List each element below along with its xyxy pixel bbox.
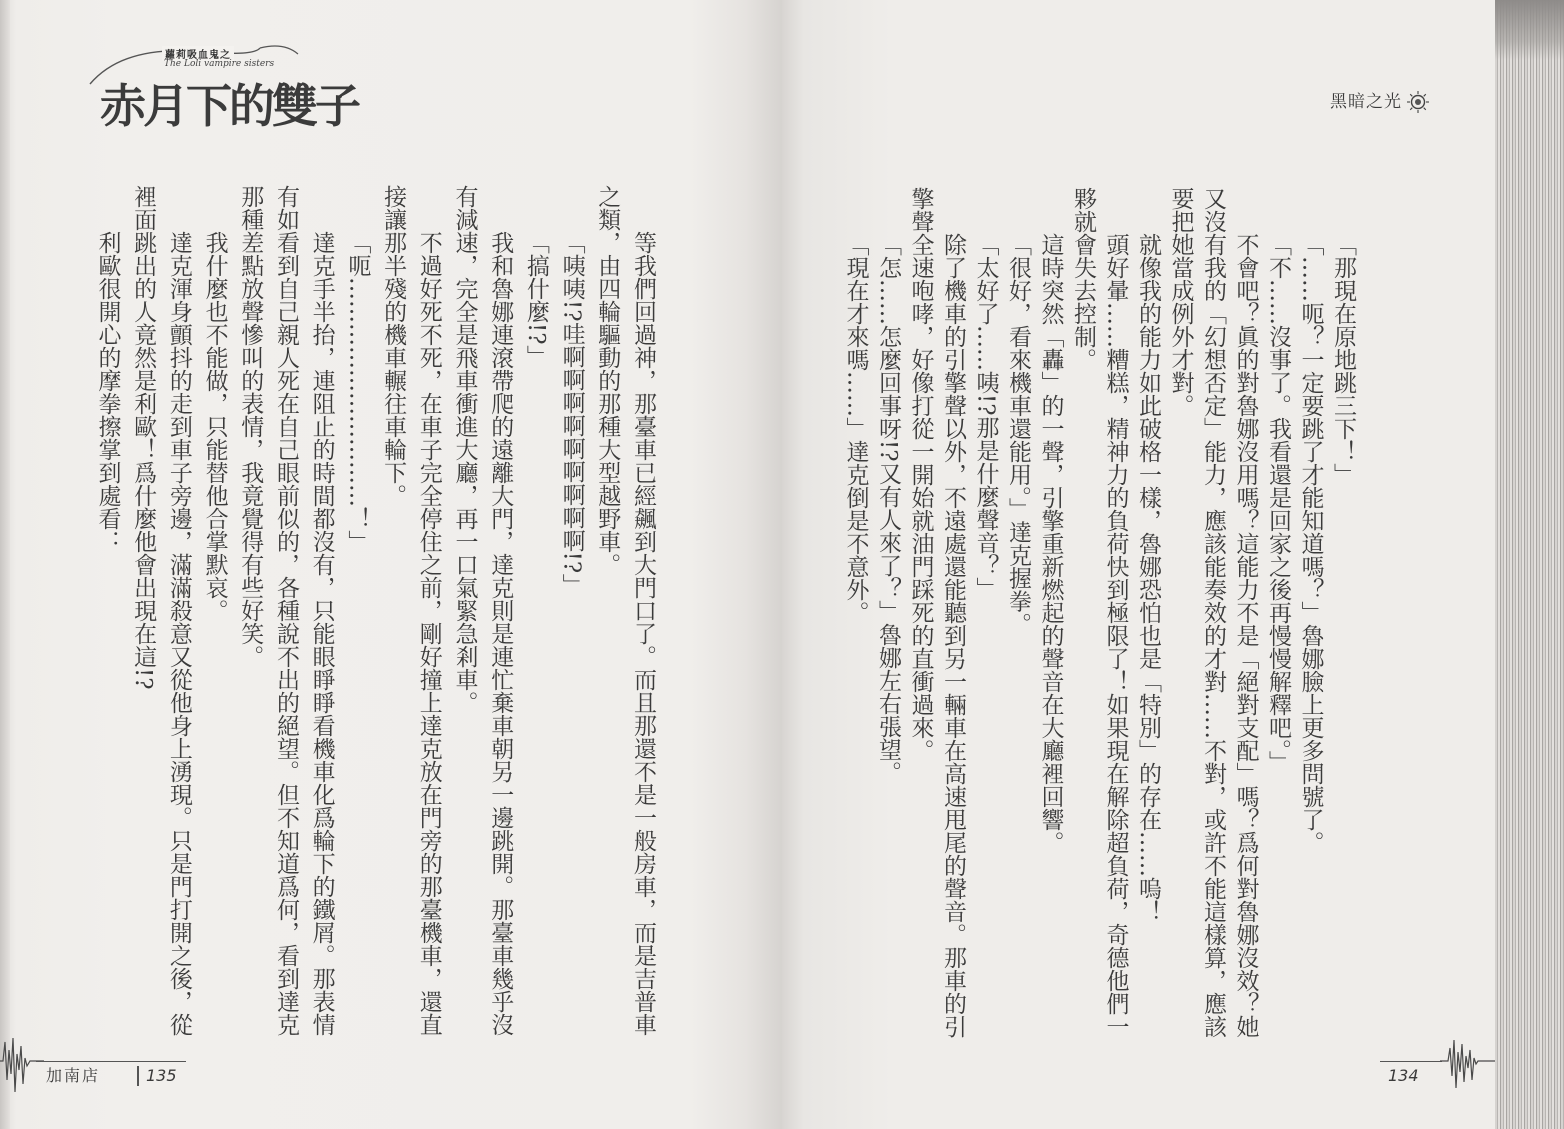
- text-line: 那種差點放聲慘叫的表情，我竟覺得有些好笑。: [237, 185, 264, 668]
- text-line: 「現在才來嗎……」達克倒是不意外。: [842, 233, 869, 624]
- text-line: 「……呃？一定要跳了才能知道嗎？」魯娜臉上更多問號了。: [1297, 233, 1324, 854]
- text-line: 這時突然「轟」的一聲，引擎重新燃起的聲音在大廳裡回響。: [1037, 233, 1064, 854]
- paragraph: [1327, 187, 1360, 1057]
- text-line: 有減速，完全是飛車衝進大廳，再一口氣緊急剎車。: [451, 185, 478, 714]
- series-logo: [84, 38, 374, 148]
- right-page-body: [839, 187, 1359, 1057]
- page-number: 134: [1388, 1066, 1419, 1085]
- sun-icon: [1406, 90, 1430, 114]
- text-line: 要把她當成例外才對。: [1167, 187, 1194, 417]
- paragraph: [1132, 187, 1165, 1057]
- paragraph: [1262, 187, 1295, 1057]
- text-line: 有如看到自己親人死在自己眼前似的，各種說不出的絕望。但不知道爲何，看到達克: [272, 185, 299, 1036]
- footer-rule: [36, 1061, 186, 1062]
- text-line: 不會吧？眞的對魯娜沒用嗎？這能力不是「絕對支配」嗎？爲何對魯娜沒效？她: [1232, 233, 1259, 1038]
- text-line: 等我們回過神，那臺車已經飆到大門口了。而且那還不是一般房車，而是吉普車: [630, 231, 656, 1036]
- paragraph: [553, 185, 589, 1055]
- paragraph: [374, 185, 445, 1055]
- paragraph: [124, 185, 195, 1055]
- logo-title: 赤月下的雙子: [100, 79, 358, 133]
- text-line: 接讓那半殘的機車輾往車輪下。: [380, 185, 407, 507]
- text-line: 達克渾身顫抖的走到車子旁邊，滿滿殺意又從他身上湧現。只是門打開之後，從: [165, 231, 192, 1036]
- paragraph: [232, 185, 339, 1055]
- paragraph: [589, 185, 660, 1055]
- left-page-body: [89, 185, 660, 1055]
- text-line: 「怎……怎麼回事呀!?又有人來了？」魯娜左右張望。: [875, 233, 901, 784]
- page-number: 135: [146, 1066, 177, 1085]
- stacked-page-edges: [1495, 0, 1564, 1129]
- text-line: 「咦咦!?哇啊啊啊啊啊啊啊啊啊!?」: [558, 231, 585, 597]
- footer-divider: [137, 1066, 139, 1086]
- page-edges-shadow: [1495, 0, 1564, 60]
- footer-rule: [1380, 1061, 1442, 1062]
- text-line: 又沒有我的「幻想否定」能力，應該能奏效的才對……不對，或許不能這樣算，應該: [1200, 187, 1226, 1038]
- text-line: 「很好，看來機車還能用。」達克握拳。: [1005, 233, 1031, 636]
- text-line: 之類，由四輪驅動的那種大型越野車。: [594, 185, 621, 576]
- text-line: 不過好死不死，在車子完全停住之前，剛好撞上達克放在門旁的那臺機車，還直: [415, 231, 442, 1036]
- paragraph: [969, 187, 1002, 1057]
- paragraph: [446, 185, 517, 1055]
- footer-label: 加南店: [46, 1066, 101, 1085]
- paragraph: [1164, 187, 1262, 1057]
- text-line: 我和魯娜連滾帶爬的遠離大門，達克則是連忙棄車朝另一邊跳開。那臺車幾乎沒: [487, 231, 514, 1036]
- paragraph: [339, 185, 375, 1055]
- waveform-icon: [1440, 1036, 1495, 1096]
- paragraph: [89, 185, 125, 1055]
- text-line: 裡面跳出的人竟然是利歐！爲什麼他會出現在這!?: [130, 185, 157, 690]
- paragraph: [196, 185, 232, 1055]
- text-line: 就像我的能力如此破格一樣，魯娜恐怕也是「特別」的存在……嗚！: [1135, 233, 1161, 923]
- logo-english-title: The Loli vampire sisters: [164, 59, 275, 69]
- left-page-edge: [0, 0, 10, 1129]
- text-line: 「呃…………………………！」: [344, 231, 371, 553]
- text-line: 「太好了……咦!?那是什麼聲音？」: [972, 233, 999, 600]
- text-line: 頭好暈……糟糕，精神力的負荷快到極限了！如果現在解除超負荷，奇德他們一: [1102, 233, 1129, 1038]
- chapter-title: 黑暗之光: [1330, 92, 1402, 112]
- text-line: 我什麼也不能做，只能替他合掌默哀。: [201, 231, 228, 622]
- text-line: 除了機車的引擎聲以外，不遠處還能聽到另一輛車在高速甩尾的聲音。那車的引: [940, 233, 966, 1038]
- text-line: 利歐很開心的摩拳擦掌到處看：: [94, 231, 121, 553]
- text-line: 夥就會失去控制。: [1070, 187, 1096, 371]
- text-line: 「搞什麼!?」: [522, 231, 549, 368]
- waveform-icon: [0, 1036, 44, 1096]
- paragraph: [1034, 187, 1067, 1057]
- paragraph: [517, 185, 553, 1055]
- text-line: 擎聲全速咆哮，好像打從一開始就油門踩死的直衝過來。: [907, 187, 934, 762]
- paragraph: [1294, 187, 1327, 1057]
- text-line: 「不……沒事了。我看還是回家之後再慢慢解釋吧。」: [1265, 233, 1291, 774]
- text-line: 「那現在原地跳三下！」: [1330, 233, 1356, 486]
- logo-subtitle: 蘿莉吸血鬼之: [162, 46, 234, 61]
- paragraph: [839, 187, 872, 1057]
- paragraph: [1002, 187, 1035, 1057]
- paragraph: [872, 187, 905, 1057]
- paragraph: [904, 187, 969, 1057]
- paragraph: [1067, 187, 1132, 1057]
- text-line: 達克手半抬，連阻止的時間都沒有，只能眼睜睜看機車化爲輪下的鐵屑。那表情: [308, 231, 335, 1036]
